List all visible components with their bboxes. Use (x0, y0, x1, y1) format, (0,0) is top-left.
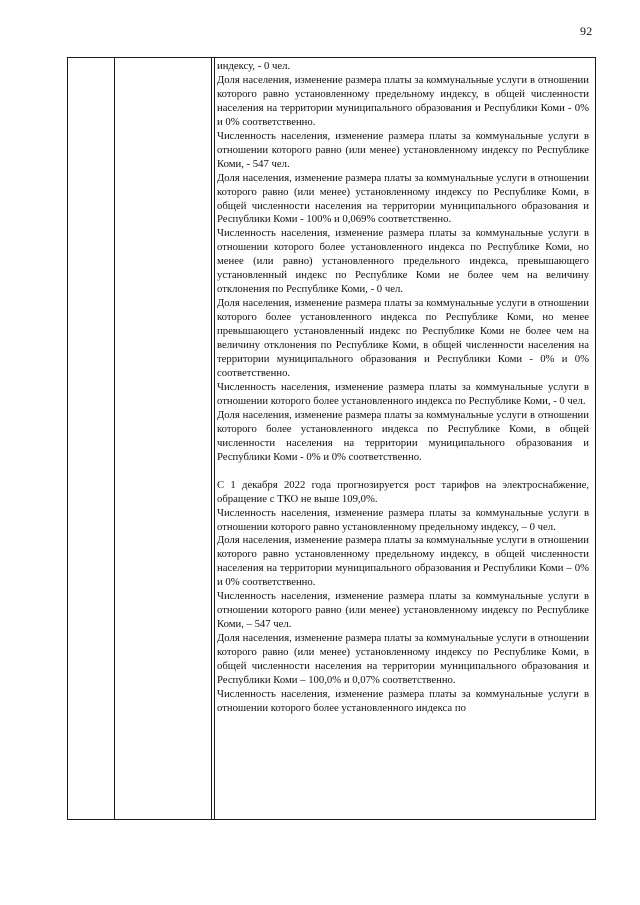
paragraph: Численность населения, изменение размера платы за коммунальные услуги в отношении которого более установленного индекса по (217, 687, 589, 714)
paragraph: Численность населения, изменение размера платы за коммунальные услуги в отношении которого равно установленному предельному индексу, – 0 чел. (217, 506, 589, 533)
paragraph: Численность населения, изменение размера платы за коммунальные услуги в отношении которого равно (или менее) установленному индексу по Республике Коми, - 547 чел. (217, 129, 589, 170)
paragraph: индексу, - 0 чел. (217, 60, 291, 72)
document-table (67, 57, 596, 820)
table-column-divider (214, 58, 215, 819)
page-number: 92 (580, 24, 593, 38)
paragraph: Доля населения, изменение размера платы за коммунальные услуги в отношении которого равно установленному предельному индексу, в общей численности населения на территории муниципального образования и Республики Коми – 0% и 0% соответственно. (217, 534, 589, 589)
paragraph: Доля населения, изменение размера платы за коммунальные услуги в отношении которого равно (или менее) установленному индексу по Республике Коми, в общей численности населения на территории муниципального образования и Республики Коми - 100% и 0,069% соответственно. (217, 171, 589, 226)
paragraph: Доля населения, изменение размера платы за коммунальные услуги в отношении которого равно (или менее) установленному индексу по Республике Коми, в общей численности населения на территории муниципального образования и Республики Коми – 100,0% и 0,07% соответственно. (217, 632, 589, 686)
paragraph: Численность населения, изменение размера платы за коммунальные услуги в отношении которого более установленного индекса по Республике Коми, но менее (или равно) установленного предельного индекса, превышающего установленный индекс по Республике Коми не более чем на величину отклонения по Республике Коми, - 0 чел. (217, 227, 589, 296)
paragraph: Доля населения, изменение размера платы за коммунальные услуги в отношении которого более установленного индекса по Республике Коми, но менее превышающего установленный индекс по Республике Коми не более чем на величину отклонения по Республике Коми, в общей численности населения на территории муниципального образования и Республики Коми - 0% и 0% соответственно. (217, 297, 589, 379)
paragraph: Доля населения, изменение размера платы за коммунальные услуги в отношении которого равно установленному предельному индексу, в общей численности населения на территории муниципального образования и Республики Коми - 0% и 0% соответственно. (217, 73, 589, 128)
paragraph: Доля населения, изменение размера платы за коммунальные услуги в отношении которого более установленного индекса по Республике Коми, в общей численности населения на территории муниципального образования и Республики Коми - 0% и 0% соответственно. (217, 408, 589, 463)
paragraph: С 1 декабря 2022 года прогнозируется рост тарифов на электроснабжение, обращение с ТКО не выше 109,0%. (217, 478, 589, 505)
paragraph: Численность населения, изменение размера платы за коммунальные услуги в отношении которого более установленного индекса по Республике Коми, - 0 чел. (217, 380, 589, 407)
table-column-divider (114, 58, 115, 819)
table-column-divider (211, 58, 212, 819)
paragraph: Численность населения, изменение размера платы за коммунальные услуги в отношении которого равно (или менее) установленному индексу по Республике Коми, – 547 чел. (217, 590, 589, 631)
table-cell-text (217, 60, 589, 716)
